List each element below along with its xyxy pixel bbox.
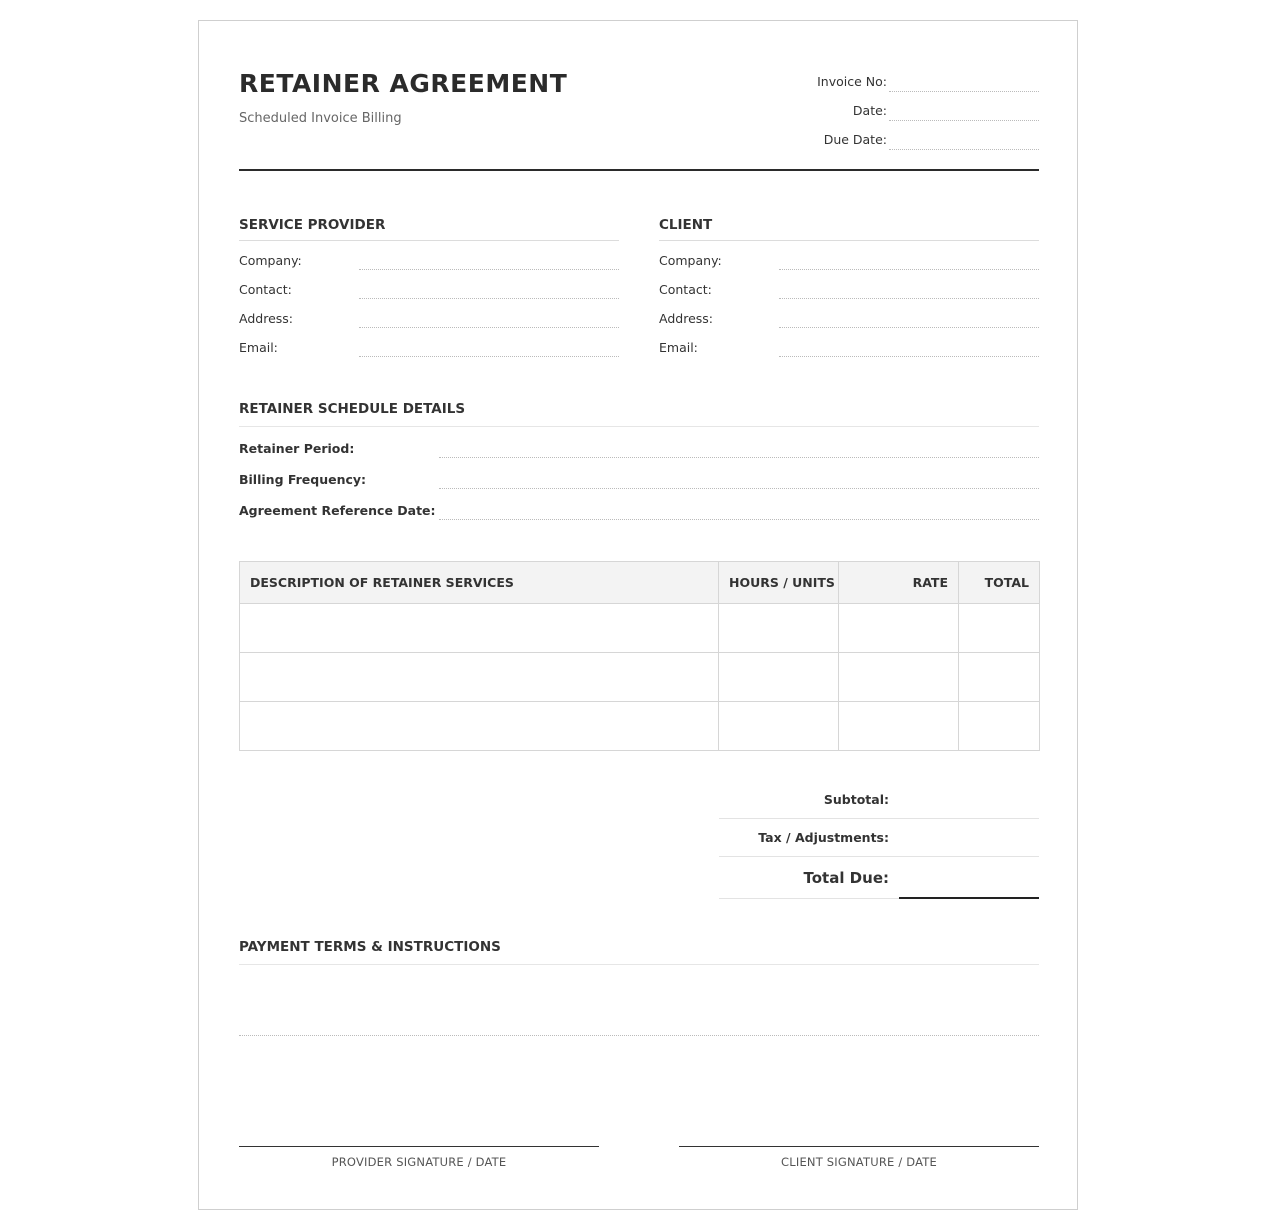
rate-cell[interactable] <box>839 604 959 653</box>
invoice-date-row <box>779 92 1039 121</box>
invoice-date-label: Date: <box>852 103 887 118</box>
client-signature-label: CLIENT SIGNATURE / DATE <box>781 1155 937 1169</box>
service-provider-heading: SERVICE PROVIDER <box>239 217 619 241</box>
provider-signature-line[interactable] <box>239 1146 599 1147</box>
client-address-row <box>659 299 1039 328</box>
column-header-hours-units: HOURS / UNITS <box>719 562 839 604</box>
invoice-number-row <box>779 63 1039 92</box>
totals-block <box>719 781 1039 899</box>
client-company-field[interactable] <box>779 240 1039 270</box>
provider-address-field[interactable] <box>359 298 619 328</box>
client-heading: CLIENT <box>659 217 1039 241</box>
subtotal-field[interactable] <box>899 781 1039 818</box>
column-header-total: TOTAL <box>959 562 1040 604</box>
billing-frequency-field[interactable] <box>439 457 1039 489</box>
column-header-rate: RATE <box>839 562 959 604</box>
tax-adjustments-row <box>719 819 1039 857</box>
client-address-field[interactable] <box>779 298 1039 328</box>
client-section <box>659 217 1039 357</box>
description-cell[interactable] <box>240 604 719 653</box>
subtotal-label: Subtotal: <box>823 792 889 807</box>
retainer-period-field[interactable] <box>439 426 1039 458</box>
invoice-meta <box>779 63 1039 150</box>
services-table-header <box>240 562 1040 604</box>
tax-adjustments-field[interactable] <box>899 819 1039 856</box>
retainer-schedule-heading: RETAINER SCHEDULE DETAILS <box>239 401 1039 427</box>
service-provider-section <box>239 217 619 357</box>
column-header-description: DESCRIPTION OF RETAINER SERVICES <box>240 562 719 604</box>
total-cell[interactable] <box>959 702 1040 751</box>
document-page <box>198 20 1078 1210</box>
client-company-label: Company: <box>659 253 722 268</box>
payment-terms-section <box>239 939 1039 1036</box>
agreement-reference-date-field[interactable] <box>439 488 1039 520</box>
provider-email-field[interactable] <box>359 327 619 357</box>
total-due-label: Total Due: <box>803 868 889 887</box>
table-row <box>240 604 1040 653</box>
provider-company-row <box>239 241 619 270</box>
provider-company-label: Company: <box>239 253 302 268</box>
client-address-label: Address: <box>659 311 713 326</box>
provider-address-label: Address: <box>239 311 293 326</box>
total-cell[interactable] <box>959 653 1040 702</box>
subtotal-row <box>719 781 1039 819</box>
tax-adjustments-label: Tax / Adjustments: <box>758 830 889 845</box>
services-table <box>239 561 1040 751</box>
provider-contact-row <box>239 270 619 299</box>
due-date-row <box>779 121 1039 150</box>
provider-signature-label: PROVIDER SIGNATURE / DATE <box>331 1155 507 1169</box>
retainer-schedule-section <box>239 401 1039 520</box>
provider-contact-label: Contact: <box>239 282 292 297</box>
client-signature-line[interactable] <box>679 1146 1039 1147</box>
total-cell[interactable] <box>959 604 1040 653</box>
provider-address-row <box>239 299 619 328</box>
client-email-label: Email: <box>659 340 698 355</box>
client-email-row <box>659 328 1039 357</box>
provider-signature-block <box>239 1146 599 1169</box>
invoice-date-field[interactable] <box>889 91 1039 121</box>
due-date-field[interactable] <box>889 120 1039 150</box>
retainer-period-row <box>239 427 1039 458</box>
description-cell[interactable] <box>240 702 719 751</box>
table-row <box>240 702 1040 751</box>
client-signature-block <box>679 1146 1039 1169</box>
due-date-label: Due Date: <box>823 132 887 147</box>
retainer-period-label: Retainer Period: <box>239 441 355 456</box>
provider-email-row <box>239 328 619 357</box>
payment-terms-heading: PAYMENT TERMS & INSTRUCTIONS <box>239 939 1039 965</box>
billing-frequency-label: Billing Frequency: <box>239 472 367 487</box>
client-contact-label: Contact: <box>659 282 712 297</box>
provider-email-label: Email: <box>239 340 278 355</box>
payment-terms-field[interactable] <box>239 965 1039 1036</box>
hours-units-cell[interactable] <box>719 653 839 702</box>
client-email-field[interactable] <box>779 327 1039 357</box>
header-divider <box>239 169 1039 171</box>
document-title: RETAINER AGREEMENT <box>239 69 568 98</box>
rate-cell[interactable] <box>839 653 959 702</box>
hours-units-cell[interactable] <box>719 702 839 751</box>
description-cell[interactable] <box>240 653 719 702</box>
provider-company-field[interactable] <box>359 240 619 270</box>
total-due-field[interactable] <box>899 858 1039 899</box>
billing-frequency-row <box>239 458 1039 489</box>
table-row <box>240 653 1040 702</box>
invoice-number-label: Invoice No: <box>817 74 887 89</box>
rate-cell[interactable] <box>839 702 959 751</box>
total-due-row <box>719 857 1039 899</box>
provider-contact-field[interactable] <box>359 269 619 299</box>
document-subtitle: Scheduled Invoice Billing <box>239 111 402 126</box>
client-company-row <box>659 241 1039 270</box>
hours-units-cell[interactable] <box>719 604 839 653</box>
invoice-number-field[interactable] <box>889 62 1039 92</box>
client-contact-field[interactable] <box>779 269 1039 299</box>
agreement-reference-date-label: Agreement Reference Date: <box>239 503 436 518</box>
agreement-reference-date-row <box>239 489 1039 520</box>
client-contact-row <box>659 270 1039 299</box>
